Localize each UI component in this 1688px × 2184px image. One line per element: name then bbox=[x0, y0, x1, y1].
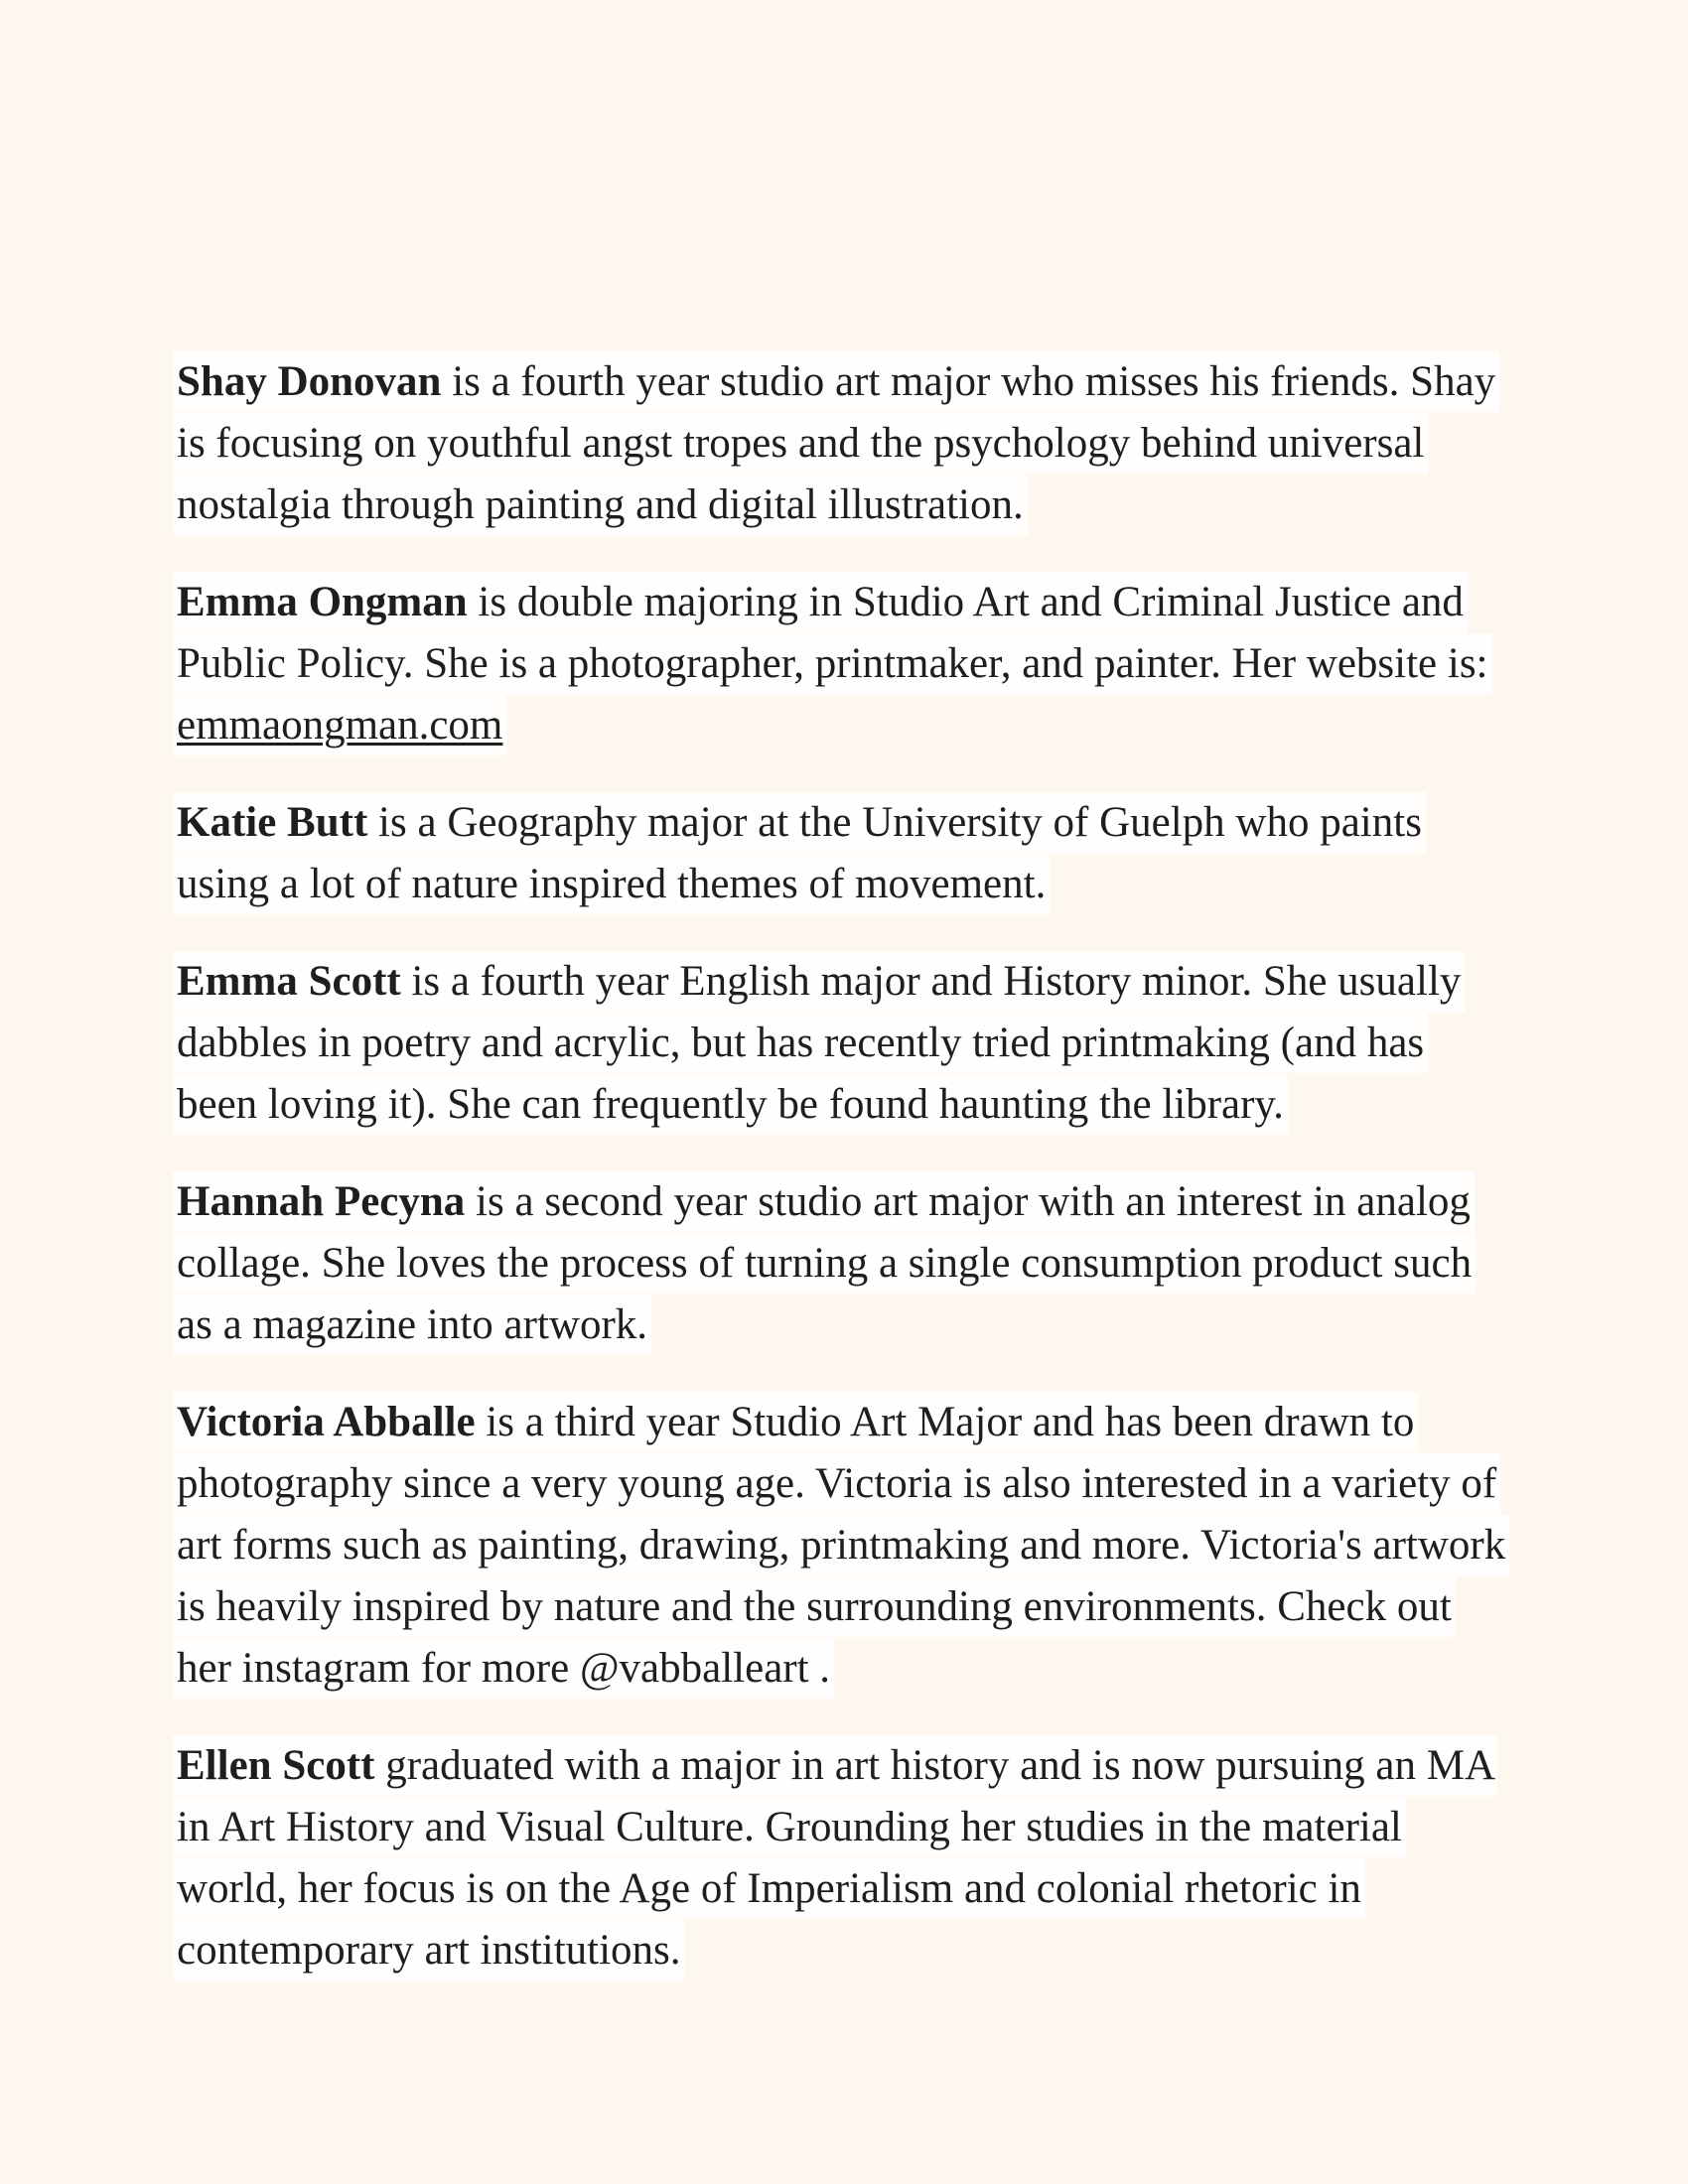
bio-highlight bbox=[173, 572, 1492, 755]
artist-name: Shay Donovan bbox=[177, 358, 442, 405]
bio-highlight bbox=[173, 792, 1426, 914]
artist-name: Victoria Abballe bbox=[177, 1399, 476, 1445]
bio-paragraph bbox=[173, 572, 1515, 756]
artist-name: Emma Scott bbox=[177, 958, 401, 1005]
bio-text: is double majoring in Studio Art and Criminal Justice and Public Policy. She is a photographer, printmaker, and painter. Her website is: emmaongman.com bbox=[177, 579, 1488, 749]
bio-list bbox=[173, 351, 1515, 1981]
bio-text: is a third year Studio Art Major and has been drawn to photography since a very young age. Victoria is also interested in a variety of art forms such as painting, drawing, printmaking and more. Victoria's artwork is heavily inspired by nature and the surrounding environments. Check out her instagram for more @vabballeart . bbox=[177, 1399, 1506, 1692]
artist-name: Emma Ongman bbox=[177, 579, 468, 625]
bio-paragraph bbox=[173, 951, 1515, 1136]
artist-name: Hannah Pecyna bbox=[177, 1178, 466, 1225]
artist-name: Ellen Scott bbox=[177, 1742, 375, 1789]
website-link[interactable]: emmaongman.com bbox=[177, 702, 503, 749]
bio-paragraph bbox=[173, 1392, 1515, 1700]
bio-text: is a second year studio art major with an interest in analog collage. She loves the process of turning a single consumption product such as a magazine into artwork. bbox=[177, 1178, 1473, 1348]
bio-text: is a fourth year English major and History minor. She usually dabbles in poetry and acrylic, but has recently tried printmaking (and has been loving it). She can frequently be found haunting the library. bbox=[177, 958, 1462, 1128]
bio-paragraph bbox=[173, 1735, 1515, 1981]
bio-text: is a fourth year studio art major who misses his friends. Shay is focusing on youthful angst tropes and the psychology behind universal nostalgia through painting and digital illustration. bbox=[177, 358, 1496, 528]
bio-paragraph bbox=[173, 351, 1515, 536]
bio-highlight bbox=[173, 1171, 1476, 1355]
artist-name: Katie Butt bbox=[177, 799, 368, 846]
bio-text: graduated with a major in art history and is now pursuing an MA in Art History and Visual Culture. Grounding her studies in the material world, her focus is on the Age of Imperialism and colonial rhetoric in contemporary art institutions. bbox=[177, 1742, 1493, 1974]
bio-highlight bbox=[173, 1735, 1497, 1980]
bio-highlight bbox=[173, 951, 1465, 1135]
bio-text: is a Geography major at the University of Guelph who paints using a lot of nature inspired themes of movement. bbox=[177, 799, 1422, 907]
bio-paragraph bbox=[173, 792, 1515, 915]
bio-paragraph bbox=[173, 1171, 1515, 1356]
bio-highlight bbox=[173, 1392, 1509, 1699]
bio-highlight bbox=[173, 351, 1499, 535]
